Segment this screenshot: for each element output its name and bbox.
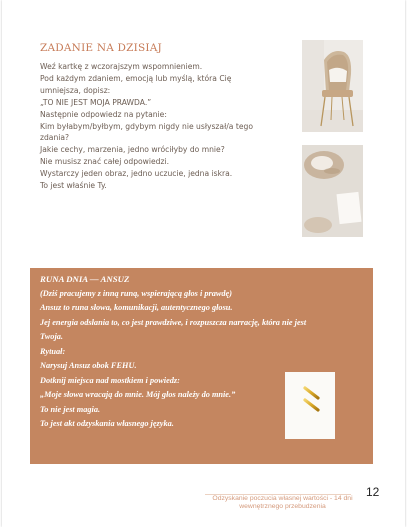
footer-caption bbox=[200, 495, 365, 511]
rune-line: Rytuał: bbox=[40, 346, 66, 356]
task-line: Nie musisz znać całej odpowiedzi. bbox=[40, 157, 169, 167]
task-line: To jest właśnie Ty. bbox=[40, 181, 107, 191]
rune-line: To nie jest magia. bbox=[40, 404, 101, 414]
rune-line: Jej energia odsłania to, co jest prawdziwe, i rozpuszcza narrację, która nie jest bbox=[40, 317, 307, 327]
task-line: zdania? bbox=[40, 133, 70, 143]
task-body bbox=[40, 61, 290, 192]
footer-caption-line: Odzyskanie poczucia własnej wartości - 14 dni bbox=[212, 495, 353, 502]
rune-line: (Dziś pracujemy z inną runą, wspierającą głos i prawdę) bbox=[40, 288, 232, 298]
ansuz-rune-card bbox=[285, 372, 335, 439]
task-title: ZADANIE NA DZISIAJ bbox=[40, 42, 162, 54]
rune-line: To jest akt odzyskania własnego języka. bbox=[40, 419, 174, 428]
task-line: Jakie cechy, marzenia, jedno wróciłyby do mnie? bbox=[40, 145, 225, 155]
footer-caption-line: wewnętrznego przebudzenia bbox=[239, 503, 326, 511]
rune-heading: RUNA DNIA — ANSUZ bbox=[40, 274, 130, 284]
task-line: Kim byłabym/byłbym, gdybym nigdy nie usłyszał/a tego bbox=[40, 121, 253, 131]
task-line: Weź kartkę z wczorajszym wspomnieniem. bbox=[40, 62, 203, 71]
stone-illustration bbox=[302, 145, 363, 237]
rune-line: Narysuj Ansuz obok FEHU. bbox=[40, 361, 137, 370]
rune-line: Dotknij miejsca nad mostkiem i powiedz: bbox=[40, 375, 180, 385]
rune-line: Twoja. bbox=[40, 332, 63, 341]
ansuz-rune-icon bbox=[285, 372, 335, 439]
task-line: „TO NIE JEST MOJA PRAWDA.” bbox=[40, 97, 152, 107]
task-line: Następnie odpowiedz na pytanie: bbox=[40, 109, 167, 119]
chair-photo bbox=[302, 40, 363, 132]
task-line: Wystarczy jeden obraz, jedno uczucie, jedna iskra. bbox=[40, 169, 233, 179]
chair-illustration bbox=[302, 40, 363, 132]
rune-line: Ansuz to runa słowa, komunikacji, autentycznego głosu. bbox=[40, 303, 233, 312]
rune-line: „Moje słowa wracają do mnie. Mój głos należy do mnie.” bbox=[40, 390, 236, 399]
task-line: Pod każdym zdaniem, emocją lub myślą, która Cię bbox=[40, 73, 232, 83]
stone-photo bbox=[302, 145, 363, 237]
task-line: umniejsza, dopisz: bbox=[40, 85, 111, 95]
page-number: 12 bbox=[366, 485, 380, 499]
